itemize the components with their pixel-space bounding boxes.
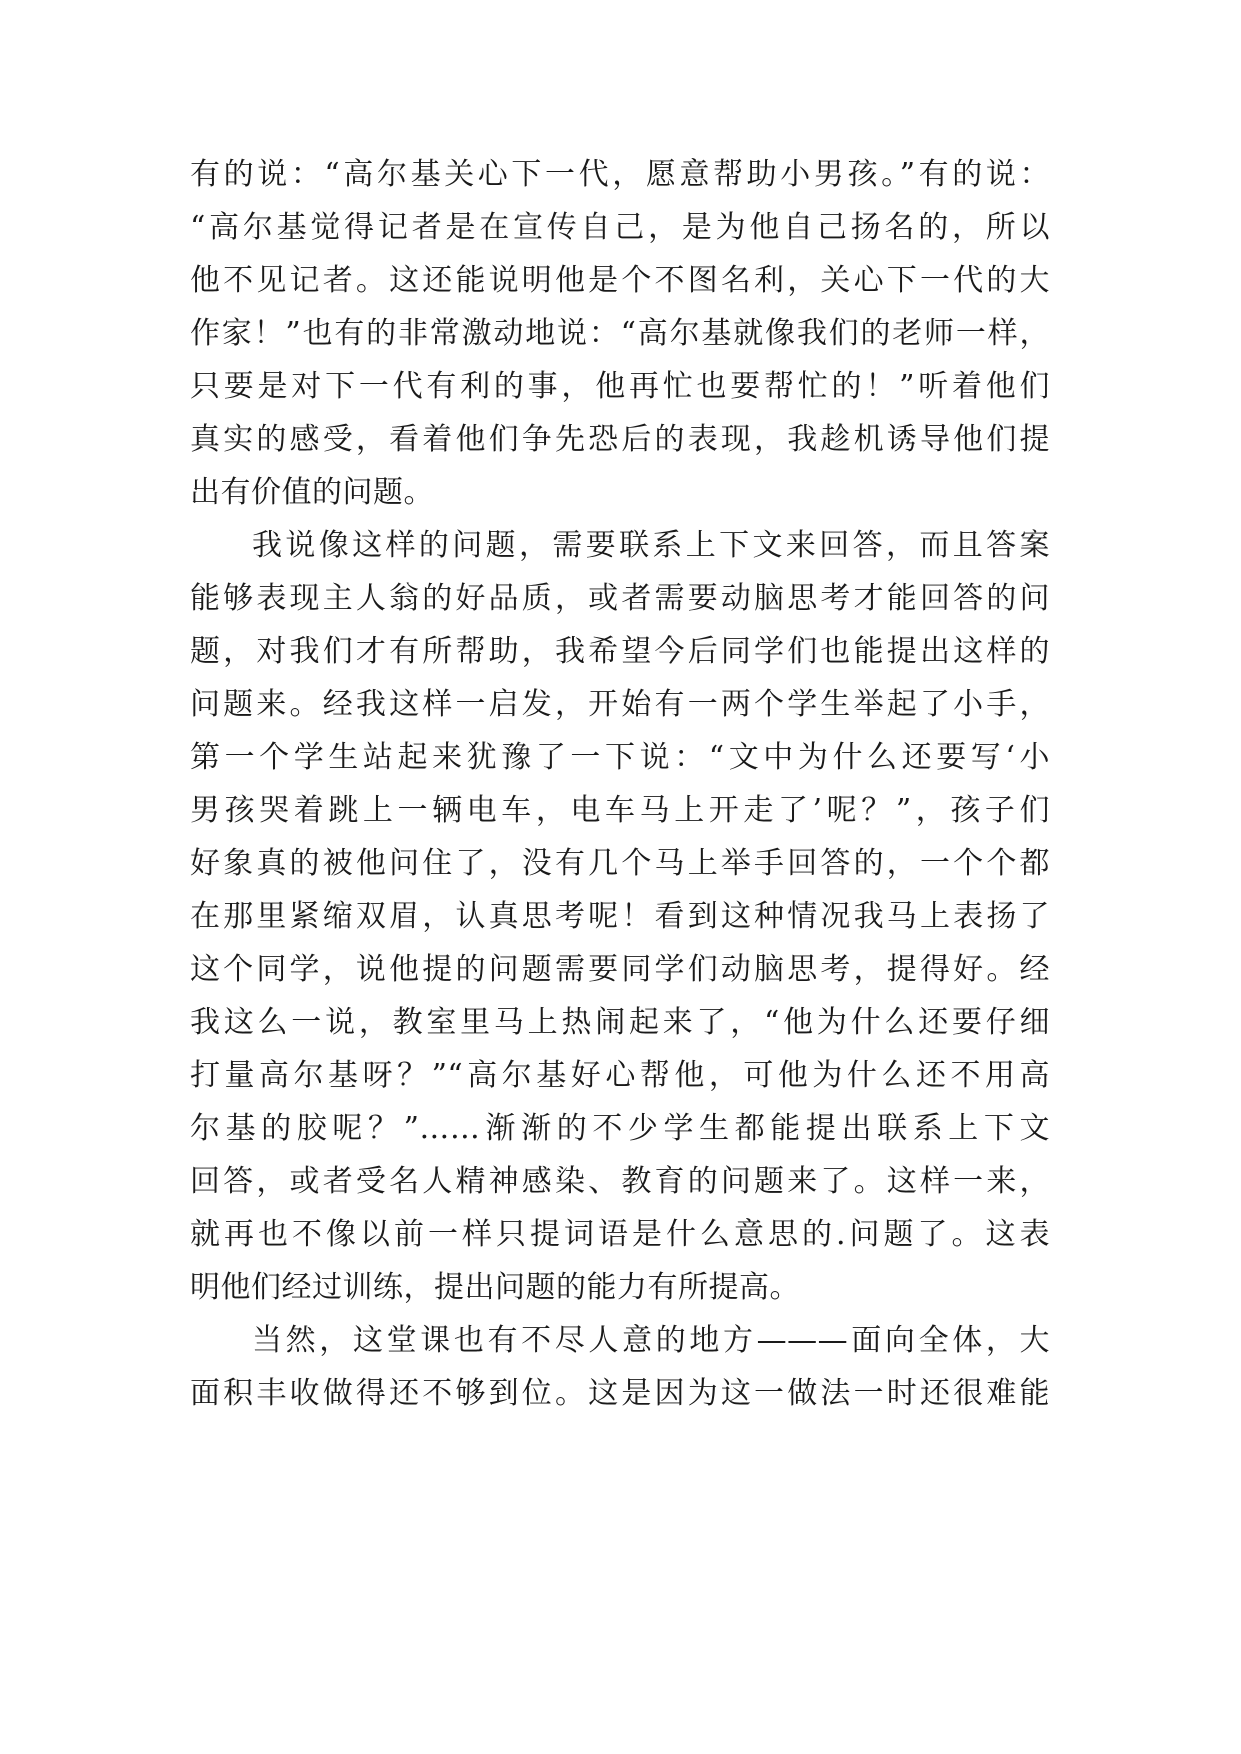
text-line: 有的说：“高尔基关心下一代，愿意帮助小男孩。”有的说：	[190, 157, 1050, 192]
text-line: 尔基的胶呢？”……渐渐的不少学生都能提出联系上下文	[190, 1111, 1050, 1146]
text-line: 面积丰收做得还不够到位。这是因为这一做法一时还很难能	[190, 1376, 1050, 1411]
text-line: 题，对我们才有所帮助，我希望今后同学们也能提出这样的	[190, 634, 1050, 669]
text-line: 出有价值的问题。	[190, 475, 434, 510]
text-line: 好象真的被他问住了，没有几个马上举手回答的，一个个都	[190, 846, 1050, 881]
text-line: 第一个学生站起来犹豫了一下说：“文中为什么还要写‘小	[190, 740, 1050, 775]
text-line: 问题来。经我这样一启发，开始有一两个学生举起了小手，	[190, 687, 1050, 722]
text-line: 在那里紧缩双眉，认真思考呢！看到这种情况我马上表扬了	[190, 899, 1050, 934]
text-line: 真实的感受，看着他们争先恐后的表现，我趁机诱导他们提	[190, 422, 1050, 457]
text-line: 男孩哭着跳上一辆电车，电车马上开走了’呢？”，孩子们	[190, 793, 1050, 828]
text-line: 他不见记者。这还能说明他是个不图名利，关心下一代的大	[190, 263, 1050, 298]
text-line: 回答，或者受名人精神感染、教育的问题来了。这样一来，	[190, 1164, 1050, 1199]
text-line: 只要是对下一代有利的事，他再忙也要帮忙的！”听着他们	[190, 369, 1050, 404]
text-line: 作家！”也有的非常激动地说：“高尔基就像我们的老师一样，	[190, 316, 1050, 351]
text-line: 我这么一说，教室里马上热闹起来了，“他为什么还要仔细	[190, 1005, 1050, 1040]
paragraph-start-line: 当然，这堂课也有不尽人意的地方———面向全体，大	[252, 1323, 1050, 1358]
text-line: 能够表现主人翁的好品质，或者需要动脑思考才能回答的问	[190, 581, 1050, 616]
text-line: 明他们经过训练，提出问题的能力有所提高。	[190, 1270, 800, 1305]
text-line: “高尔基觉得记者是在宣传自己，是为他自己扬名的，所以	[190, 210, 1050, 245]
text-line: 就再也不像以前一样只提词语是什么意思的.问题了。这表	[190, 1217, 1050, 1252]
body-text	[190, 148, 1050, 1420]
paragraph-start-line: 我说像这样的问题，需要联系上下文来回答，而且答案	[252, 528, 1050, 563]
text-line: 这个同学，说他提的问题需要同学们动脑思考，提得好。经	[190, 952, 1050, 987]
text-line: 打量高尔基呀？”“高尔基好心帮他，可他为什么还不用高	[190, 1058, 1050, 1093]
